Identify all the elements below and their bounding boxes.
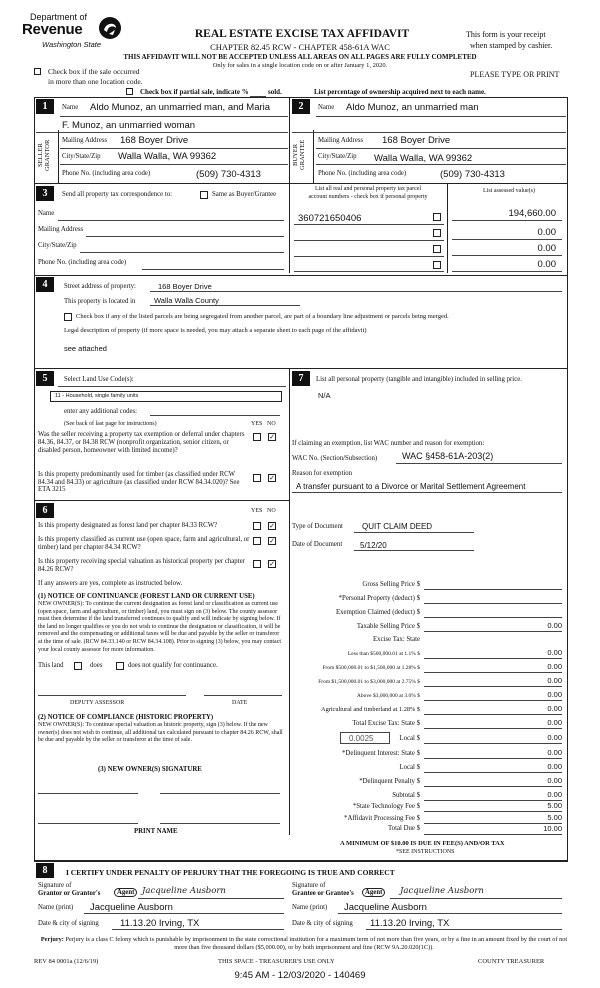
- grantor-date-label: Date & city of signing: [38, 920, 99, 927]
- buyer-mailing-label: Mailing Address: [318, 137, 364, 144]
- wac-value[interactable]: WAC §458-61A-203(2): [402, 451, 494, 461]
- parcel-number-1[interactable]: 360721650406: [298, 213, 362, 224]
- notice-compliance-title: (2) NOTICE OF COMPLIANCE (HISTORIC PROPERTY): [38, 714, 214, 721]
- tax-row-label: *Personal Property (deduct) $: [338, 595, 420, 602]
- tax-row-label: *Delinquent Penalty $: [359, 778, 420, 785]
- corr-name-label: Name: [38, 210, 55, 217]
- does-label: does: [90, 662, 103, 669]
- segregated-checkbox[interactable]: [64, 313, 72, 321]
- seller-side-label: SELLER GRANTOR: [37, 139, 51, 171]
- located-in-label: This property is located in: [64, 298, 136, 305]
- grantor-agent-circled: Agent: [114, 888, 137, 897]
- grantor-sig-label-1: Signature of: [38, 882, 72, 889]
- receipt-note-1: This form is your receipt: [466, 30, 546, 39]
- legal-description-label: Legal description of property (if more space is needed, you may attach a separate sheet to each page of the affidavit): [64, 327, 367, 334]
- tax-row-value[interactable]: 0.00: [547, 621, 562, 630]
- this-land-label: This land: [38, 662, 64, 669]
- tax-row-label: Subtotal $: [392, 792, 420, 799]
- seller-name-label: Name: [62, 104, 79, 111]
- personal-property-checkbox-4[interactable]: [433, 261, 441, 269]
- grantor-name-label: Name (print): [38, 904, 74, 911]
- tax-row-label: Less than $500,000.01 at 1.1% $: [347, 651, 420, 657]
- assessed-header: List assessed value(s): [483, 188, 535, 194]
- grantee-sig-label-2: Grantee or Grantee's: [292, 890, 354, 897]
- local-rate-field[interactable]: [340, 732, 390, 744]
- certify-statement: I CERTIFY UNDER PENALTY OF PERJURY THAT THE FOREGOING IS TRUE AND CORRECT: [66, 868, 395, 877]
- tax-row-label: From $500,000.01 to $1,500,000 at 1.28% $: [322, 665, 420, 671]
- dept-line2: Revenue: [22, 21, 83, 38]
- grantor-name[interactable]: Jacqueline Ausborn: [90, 902, 173, 913]
- buyer-phone[interactable]: (509) 730-4313: [440, 169, 505, 180]
- doc-type-label: Type of Document: [292, 523, 343, 530]
- perjury-label: Perjury:: [40, 936, 64, 943]
- grantee-signature[interactable]: Jacqueline Ausborn: [400, 886, 484, 896]
- tax-row-label: Agricultural and timberland at 1.28% $: [321, 706, 420, 713]
- seller-mailing[interactable]: 168 Boyer Drive: [120, 135, 189, 146]
- legal-description[interactable]: see attached: [64, 344, 107, 353]
- seller-phone-label: Phone No. (including area code): [62, 170, 151, 177]
- section-5-number: 5: [36, 371, 54, 386]
- tax-row-value[interactable]: 10.00: [543, 824, 562, 833]
- county-treasurer: COUNTY TREASURER: [478, 958, 545, 965]
- tax-row-value[interactable]: 0.00: [547, 648, 562, 657]
- tax-row-value[interactable]: 5.00: [547, 813, 562, 822]
- tax-row-value[interactable]: 0.00: [547, 662, 562, 671]
- s6-question-1: Is this property designated as forest land per chapter 84.33 RCW?: [38, 522, 218, 529]
- form-title: REAL ESTATE EXCISE TAX AFFIDAVIT: [194, 28, 410, 40]
- tax-row-label: *Delinquent Interest: State $: [342, 750, 420, 757]
- buyer-city-label: City/State/Zip: [318, 153, 357, 160]
- does-not-checkbox[interactable]: [116, 662, 124, 670]
- deputy-date-label: DATE: [232, 700, 248, 706]
- multi-location-label-1: Check box if the sale occurred: [48, 67, 140, 76]
- tax-row-value[interactable]: 0.00: [547, 762, 562, 771]
- tax-row-value[interactable]: 0.00: [547, 704, 562, 713]
- tax-row-label: Above $3,000,000 at 3.0% $: [356, 693, 420, 699]
- buyer-mailing[interactable]: 168 Boyer Drive: [382, 135, 451, 146]
- buyer-city[interactable]: Walla Walla, WA 99362: [374, 153, 473, 164]
- tax-row-value[interactable]: 0.00: [547, 776, 562, 785]
- doc-date-label: Date of Document: [292, 541, 343, 548]
- tax-row-value[interactable]: 0.00: [547, 676, 562, 685]
- s5-no-header: NO: [267, 421, 276, 427]
- tax-row-value[interactable]: 0.00: [547, 690, 562, 699]
- personal-property-checkbox-1[interactable]: [433, 213, 441, 221]
- section-2-number: 2: [292, 99, 310, 114]
- form-subtitle: CHAPTER 82.45 RCW - CHAPTER 458-61A WAC: [210, 42, 390, 52]
- section-8-number: 8: [36, 863, 54, 878]
- partial-sale-label: Check box if partial sale, indicate %: [140, 88, 249, 96]
- s6-question-3: Is this property receiving special valuation as historical property per chapter 84.26 RCW?: [38, 558, 245, 573]
- doc-type-value[interactable]: QUIT CLAIM DEED: [362, 522, 433, 531]
- buyer-name-label: Name: [318, 104, 335, 111]
- buyer-name[interactable]: Aldo Munoz, an unmarried man: [346, 102, 479, 113]
- new-owner-signature-label: (3) NEW OWNER(S) SIGNATURE: [98, 766, 202, 773]
- s5-q2-no-checked[interactable]: ✓: [269, 474, 275, 482]
- s5-q2-yes[interactable]: [253, 474, 261, 482]
- s5-yes-header: YES: [251, 421, 263, 427]
- section-3-number: 3: [36, 186, 54, 201]
- tax-row-label: Local $: [399, 764, 420, 771]
- section-7-number: 7: [292, 371, 310, 386]
- grantee-date-city[interactable]: 11.13.20 Irving, TX: [370, 918, 450, 929]
- tax-row-label: Taxable Selling Price $: [356, 623, 420, 630]
- send-correspondence-label: Send all property tax correspondence to:: [62, 191, 173, 198]
- seller-phone[interactable]: (509) 730-4313: [196, 169, 261, 180]
- multi-location-label-2: in more than one location code.: [48, 77, 143, 86]
- seller-city-label: City/State/Zip: [62, 153, 101, 160]
- grantee-name-label: Name (print): [292, 904, 328, 911]
- personal-property-label: List all personal property (tangible and intangible) included in selling price.: [316, 376, 522, 383]
- s5-question-1: Was the seller receiving a property tax exemption or deferral under chapters 84.36, 84.37, or 84.38 RCW (nonprofit organization, senior citizen, or disabled person, homeowner with limited income)?: [38, 431, 245, 454]
- treasurer-use: THIS SPACE - TREASURER'S USE ONLY: [218, 958, 335, 965]
- tax-row-value[interactable]: 0.00: [547, 718, 562, 727]
- assessed-value-2[interactable]: 0.00: [537, 227, 556, 238]
- please-type: PLEASE TYPE OR PRINT: [470, 70, 560, 79]
- grantee-agent-circled: Agent: [362, 888, 385, 897]
- tax-row-value[interactable]: 0.00: [547, 748, 562, 757]
- assessed-value-3[interactable]: 0.00: [537, 243, 556, 254]
- form-warning: THIS AFFIDAVIT WILL NOT BE ACCEPTED UNLESS ALL AREAS ON ALL PAGES ARE FULLY COMPLETED: [123, 53, 477, 61]
- grantee-date-label: Date & city of signing: [292, 920, 353, 927]
- tax-row-label: *Affidavit Processing Fee $: [344, 815, 420, 822]
- recording-stamp: 9:45 AM - 12/03/2020 - 140469: [234, 970, 366, 981]
- grantor-sig-label-2: Grantor or Grantor's: [38, 890, 101, 897]
- reason-value[interactable]: A transfer pursuant to a Divorce or Marital Settlement Agreement: [296, 482, 526, 491]
- buyer-phone-label: Phone No. (including area code): [318, 170, 407, 177]
- seller-name-line2[interactable]: F. Munoz, an unmarried woman: [62, 120, 196, 131]
- land-use-value: 11 - Household, single family units: [55, 393, 139, 399]
- deputy-assessor-label: DEPUTY ASSESSOR: [70, 700, 125, 706]
- notice-compliance-body: NEW OWNER(S): To continue special valuation as historic property, sign (3) below. If the new owner(s) does not wish to continue, all additional tax calculated pursuant to chapter 84.26 RCW, shall be due and payable by the seller or transferor at the time of sale.: [38, 722, 283, 744]
- seller-mailing-label: Mailing Address: [62, 137, 108, 144]
- multi-location-checkbox[interactable]: [34, 68, 41, 75]
- print-name-label: PRINT NAME: [134, 828, 178, 835]
- if-yes-note: If any answers are yes, complete as instructed below.: [38, 580, 183, 587]
- corr-mailing-label: Mailing Address: [38, 226, 84, 233]
- section-4-number: 4: [36, 277, 54, 292]
- same-as-buyer-label: Same as Buyer/Grantee: [212, 191, 277, 198]
- sold-label: sold.: [268, 88, 282, 96]
- see-back-note: (See back of last page for instructions): [64, 421, 157, 427]
- s5-q1-no-checked[interactable]: ✓: [269, 433, 275, 441]
- street-address[interactable]: 168 Boyer Drive: [158, 282, 212, 291]
- receipt-note-2: when stamped by cashier.: [470, 41, 553, 50]
- grantor-signature[interactable]: Jacqueline Ausborn: [142, 886, 226, 896]
- seller-name-line1[interactable]: Aldo Munoz, an unmarried man, and Maria: [90, 102, 271, 113]
- corr-city-label: City/State/Zip: [38, 242, 77, 249]
- personal-property-checkbox-3[interactable]: [433, 245, 441, 253]
- dept-line1: Department of: [30, 12, 88, 22]
- perjury-text: Perjury is a class C felony which is punishable by imprisonment in the state correctional institution for a maximum term of not more than five years, or by a fine in an amount fixed by the court of not more than five thousand dollars ($5,000.00), or by both imprisonment and fine (RCW 9A.20.020(1C)).: [65, 936, 568, 951]
- sales-note: Only for sales in a single location code on or after January 1, 2020.: [212, 62, 388, 69]
- wac-label: WAC No. (Section/Subsection): [292, 455, 378, 462]
- exemption-label: If claiming an exemption, list WAC number and reason for exemption:: [292, 440, 485, 447]
- grantor-date-city[interactable]: 11.13.20 Irving, TX: [120, 918, 200, 929]
- s5-question-2: Is this property predominantly used for timber (as classified under RCW 84.34 and 84.33) or agriculture (as classified under RCW 84.34.020)? See ETA 3215: [38, 471, 240, 493]
- same-as-buyer-checkbox[interactable]: [200, 191, 208, 199]
- assessed-value-4[interactable]: 0.00: [537, 259, 556, 270]
- s6-q2-no-checked[interactable]: ✓: [269, 537, 275, 545]
- local-rate-value: 0.0025: [349, 734, 374, 743]
- see-instructions-note: *SEE INSTRUCTIONS: [396, 849, 455, 855]
- personal-property-checkbox-2[interactable]: [433, 229, 441, 237]
- s6-question-2: Is this property classified as current use (open space, farm and agricultural, or timber) land per chapter 84.34 RCW?: [38, 536, 250, 551]
- dept-line3: Washington State: [42, 40, 102, 49]
- segregated-label: Check box if any of the listed parcels are being segregated from another parcel, are part of a boundary line adjustment or parcels being merged.: [76, 313, 449, 320]
- tax-row-value[interactable]: 0.00: [547, 790, 562, 799]
- tax-row-label: Excise Tax: State: [373, 636, 420, 643]
- ownership-note: List percentage of ownership acquired next to each name.: [314, 88, 486, 96]
- s6-q3-yes[interactable]: [253, 560, 261, 568]
- does-not-label: does not qualify for continuance.: [128, 662, 218, 669]
- buyer-side-label: BUYER GRANTEE: [292, 139, 306, 171]
- s6-q1-no-checked[interactable]: ✓: [269, 522, 275, 530]
- tax-row-label: Total Due $: [388, 825, 420, 832]
- section-6-number: 6: [36, 503, 54, 518]
- notice-continuance-body: NEW OWNER(S): To continue the current designation as forest land or classification as current use (open space, farm and agriculture, or timber) land, you must sign on (3) below. The county assessor must then determine if the land transferred continues to qualify and will indicate by signing below. If the land no longer qualifies or you do not wish to continue the designation or classification, it will be removed and the compensating or additional taxes will be due and payable by the seller or transferor at the time of sale. (RCW 84.33.140 or RCW 84.34.108). Prior to signing (3) below, you may contact your local county assessor for more information.: [38, 601, 282, 653]
- s6-no-header: NO: [267, 508, 276, 514]
- seller-city[interactable]: Walla Walla, WA 99362: [118, 151, 217, 162]
- minimum-note: A MINIMUM OF $10.00 IS DUE IN FEE(S) AND/OR TAX: [340, 840, 505, 847]
- located-in[interactable]: Walla Walla County: [154, 296, 219, 305]
- additional-codes-label: enter any additional codes:: [64, 408, 138, 415]
- land-use-label: Select Land Use Code(s):: [64, 376, 134, 383]
- notice-continuance-title: (1) NOTICE OF CONTINUANCE (FOREST LAND OR CURRENT USE): [38, 593, 255, 600]
- s6-q2-yes[interactable]: [253, 537, 261, 545]
- street-address-label: Street address of property:: [64, 283, 136, 290]
- corr-phone-label: Phone No. (including area code): [38, 259, 127, 266]
- parcel-header-2: account numbers - check box if personal property: [308, 194, 428, 200]
- s6-q3-no-checked[interactable]: ✓: [269, 560, 275, 568]
- perjury-notice: [40, 936, 568, 952]
- tax-row-value[interactable]: 5.00: [547, 801, 562, 810]
- personal-property-value[interactable]: N/A: [318, 391, 331, 400]
- tax-row-label: From $1,500,000.01 to $3,000,000 at 2.75% $: [318, 679, 420, 685]
- tax-row-label: Exemption Claimed (deduct) $: [336, 609, 420, 616]
- s6-q1-yes[interactable]: [253, 522, 261, 530]
- does-checkbox[interactable]: [74, 662, 82, 670]
- reason-label: Reason for exemption: [292, 470, 353, 477]
- partial-sale-checkbox[interactable]: [126, 88, 133, 95]
- tax-row-label: *State Technology Fee $: [352, 803, 420, 810]
- grantee-name[interactable]: Jacqueline Ausborn: [344, 902, 427, 913]
- grantee-sig-label-1: Signature of: [292, 882, 326, 889]
- tax-row-label: Local $: [399, 735, 420, 742]
- tax-row-label: Gross Selling Price $: [362, 581, 420, 588]
- tax-row-value[interactable]: 0.00: [547, 733, 562, 742]
- parcel-header-1: List all real and personal property tax parcel: [314, 186, 422, 192]
- assessed-value-1[interactable]: 194,660.00: [508, 208, 556, 219]
- form-number: REV 84 0001a (12/6/19): [34, 958, 99, 965]
- s5-q1-yes[interactable]: [253, 433, 261, 441]
- land-use-select[interactable]: [50, 391, 282, 402]
- doc-date-value[interactable]: 5/12/20: [360, 541, 387, 550]
- tax-row-label: Total Excise Tax: State $: [352, 720, 420, 727]
- section-1-number: 1: [36, 99, 54, 114]
- s6-yes-header: YES: [251, 508, 263, 514]
